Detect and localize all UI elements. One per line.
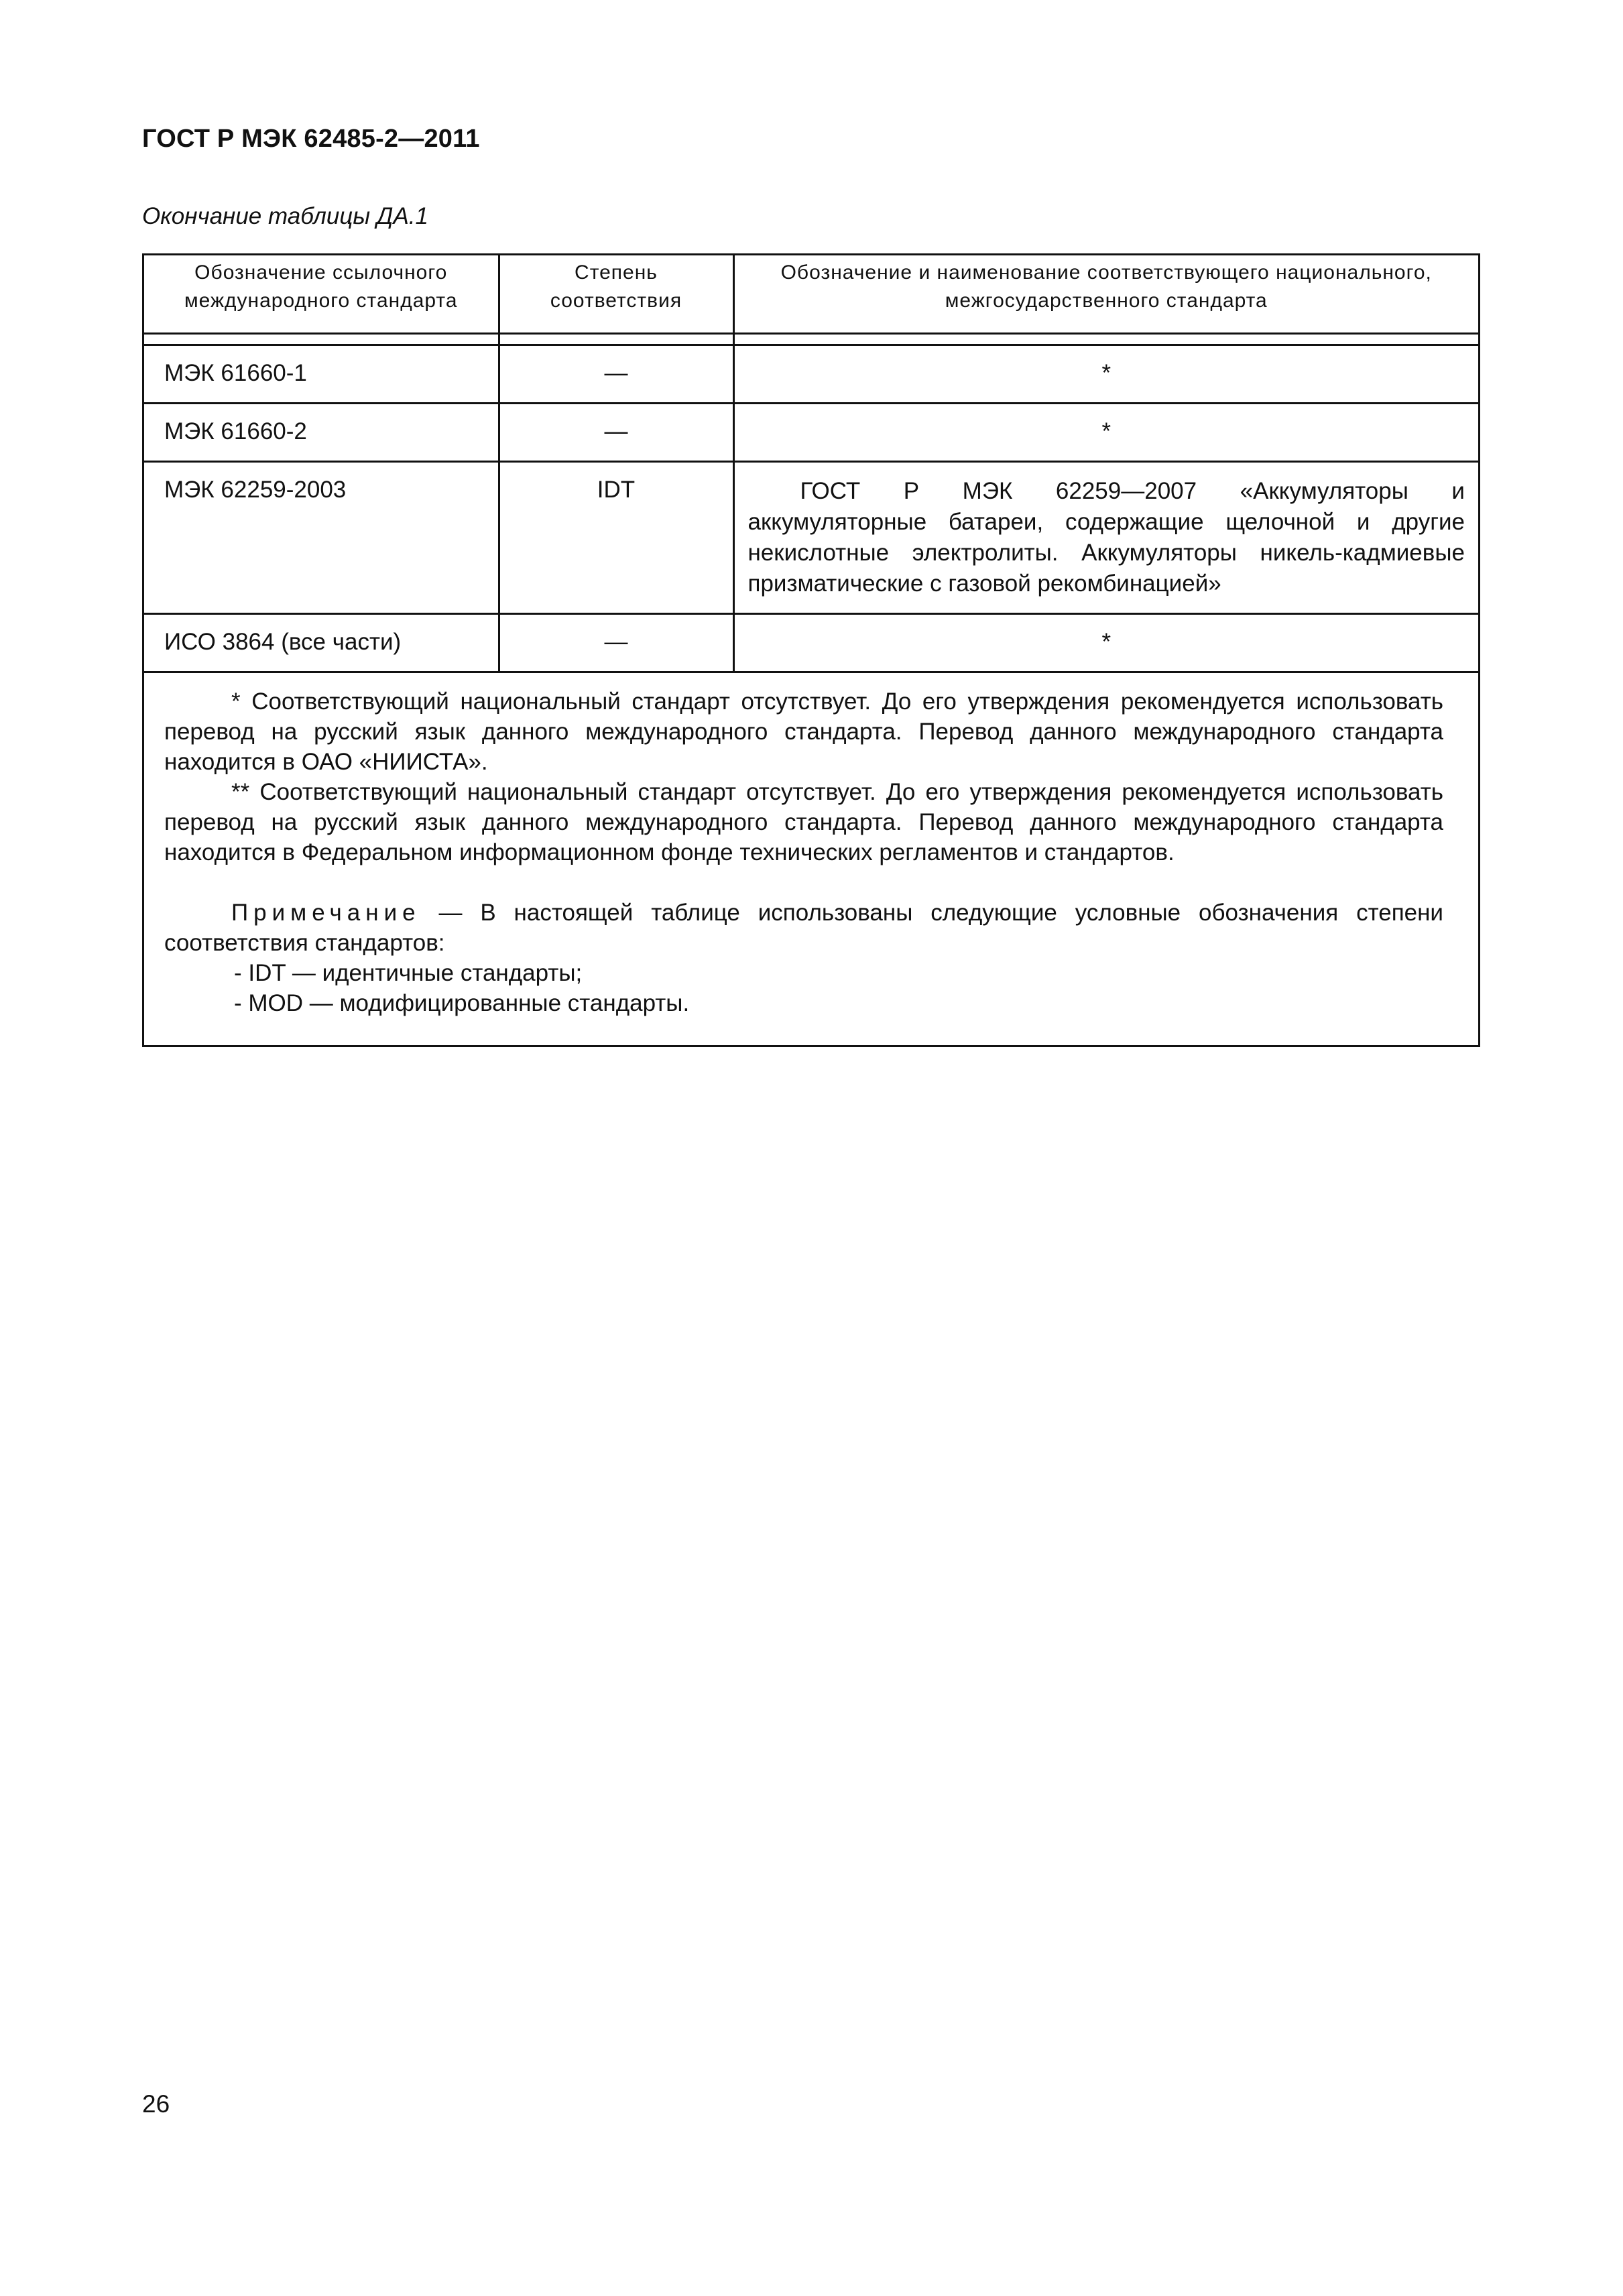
footnote-single-asterisk: * Соответствующий национальный стандарт отсутствует. До его утверждения рекомендуется использовать перевод на русский язык данного международного стандарта. Перевод данного международного стандарта находится в ОАО «НИИСТА». — [164, 688, 1443, 775]
remark-item-idt: - IDT — идентичные стандарты; — [234, 960, 583, 986]
footnote-double-asterisk: ** Соответствующий национальный стандарт отсутствует. До его утверждения рекомендуется использовать перевод на русский язык данного международного стандарта. Перевод данного международного стандарта находится в Федеральном информационном фонде технических регламентов и стандартов. — [164, 779, 1443, 865]
column-header-designation: Обозначение ссылочного международного стандарта — [144, 255, 499, 334]
column-header-national: Обозначение и наименование соответствующего национального, межгосударственного стандарта — [733, 255, 1478, 334]
cell-national: * — [733, 614, 1478, 672]
cell-national: ГОСТ Р МЭК 62259—2007 «Аккумуляторы и аккумуляторные батареи, содержащие щелочной и другие некислотные электролиты. Аккумуляторы никель-кадмиевые призматические с газовой рекомбинацией» — [733, 462, 1478, 614]
table-row — [144, 614, 1478, 672]
table-footnotes — [144, 673, 1478, 1045]
cell-designation: МЭК 62259-2003 — [144, 462, 499, 614]
cell-national: * — [733, 345, 1478, 404]
cell-national: * — [733, 404, 1478, 462]
remark-text: — В настоящей таблице использованы следующие условные обозначения степени соответствия стандартов: — [164, 900, 1443, 956]
cell-designation: МЭК 61660-1 — [144, 345, 499, 404]
table-row — [144, 462, 1478, 614]
cell-degree: — — [499, 614, 733, 672]
remark-item-mod: - MOD — модифицированные стандарты. — [234, 990, 690, 1016]
cell-degree: — — [499, 404, 733, 462]
cell-designation: ИСО 3864 (все части) — [144, 614, 499, 672]
cell-degree: — — [499, 345, 733, 404]
table-row — [144, 345, 1478, 404]
cell-degree: IDT — [499, 462, 733, 614]
table-remark — [164, 898, 1443, 958]
cell-designation: МЭК 61660-2 — [144, 404, 499, 462]
table-header-row — [144, 255, 1478, 334]
column-header-degree: Степень соответствия — [499, 255, 733, 334]
header-separator-row — [144, 334, 1478, 345]
standards-table — [142, 253, 1480, 1047]
table-row — [144, 404, 1478, 462]
remark-label: Примечание — [231, 900, 421, 926]
table-caption: Окончание таблицы ДА.1 — [142, 203, 428, 229]
standards-table-grid — [144, 255, 1478, 673]
page-number: 26 — [142, 2090, 170, 2118]
document-header: ГОСТ Р МЭК 62485-2—2011 — [142, 125, 480, 153]
